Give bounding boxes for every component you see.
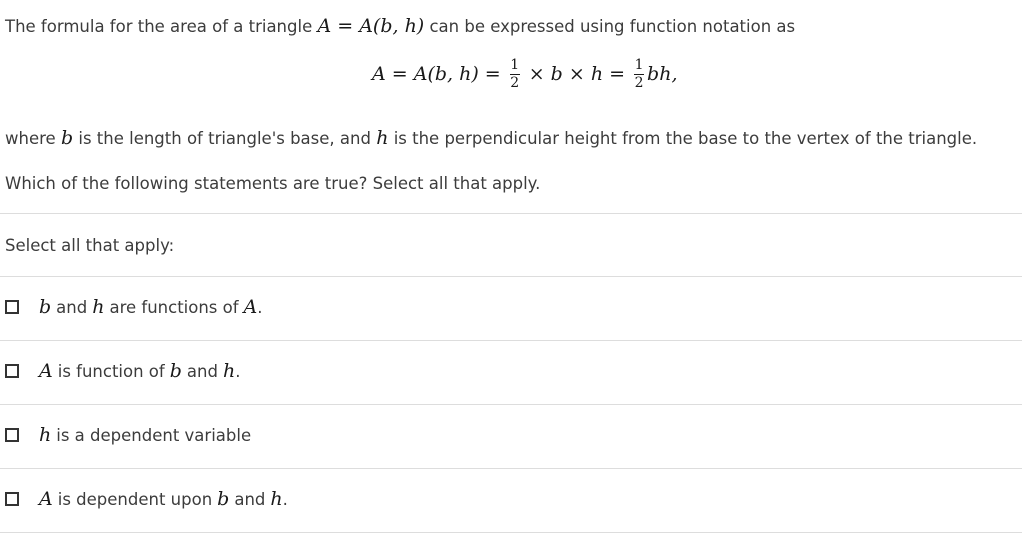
option-1[interactable] [5, 296, 263, 318]
option-text: are functions of [109, 297, 239, 317]
option-var: h [222, 360, 236, 382]
formula-fraction-half [510, 58, 520, 90]
option-text: is a dependent variable [56, 425, 252, 445]
intro-math: A = A(b, h) [317, 15, 425, 37]
select-all-label: Select all that apply: [5, 236, 175, 255]
checkbox[interactable] [5, 300, 19, 314]
fraction-denominator-2: 2 [634, 75, 644, 91]
area-formula [372, 58, 678, 90]
option-var: b [217, 488, 230, 510]
option-text: and [186, 361, 218, 381]
option-2[interactable] [5, 360, 240, 382]
divider [0, 404, 1022, 405]
formula-fraction-half-2 [634, 58, 644, 90]
fraction-numerator: 1 [510, 57, 520, 73]
where-text-1: where [5, 129, 56, 148]
question-prompt: Which of the following statements are true? Select all that apply. [5, 174, 541, 193]
option-3[interactable] [5, 424, 251, 446]
option-text: and [56, 297, 88, 317]
option-period: . [257, 297, 263, 317]
option-4[interactable] [5, 488, 288, 510]
intro-text: The formula for the area of a triangle [5, 17, 313, 36]
divider [0, 340, 1022, 341]
divider [0, 276, 1022, 277]
fraction-denominator: 2 [510, 75, 520, 91]
option-var: A [39, 488, 53, 510]
formula-tail: bh, [647, 63, 678, 85]
option-var: A [243, 296, 258, 318]
option-var: h [39, 424, 52, 446]
option-period: . [235, 361, 241, 381]
option-var: h [92, 296, 105, 318]
variable-definitions [5, 127, 977, 149]
option-var: A [39, 360, 53, 382]
question-intro [5, 15, 795, 37]
where-var-b: b [60, 127, 74, 149]
fraction-numerator-2: 1 [634, 57, 644, 73]
formula-middle: × b × h = [528, 63, 626, 85]
checkbox[interactable] [5, 492, 19, 506]
option-text: is dependent upon [57, 489, 213, 509]
option-var: b [169, 360, 182, 382]
option-period: . [282, 489, 288, 509]
divider [0, 468, 1022, 469]
option-text: and [234, 489, 266, 509]
divider [0, 532, 1022, 533]
where-text-3: is the perpendicular height from the base to the vertex of the triangle. [393, 129, 978, 148]
where-text-2: is the length of triangle's base, and [78, 129, 371, 148]
where-var-h: h [376, 127, 389, 149]
checkbox[interactable] [5, 364, 19, 378]
option-var: h [270, 488, 283, 510]
checkbox[interactable] [5, 428, 19, 442]
formula-lhs: A = A(b, h) = [372, 63, 501, 85]
option-var: b [39, 296, 52, 318]
option-text: is function of [57, 361, 165, 381]
divider [0, 213, 1022, 214]
intro-tail: can be expressed using function notation as [429, 17, 796, 36]
